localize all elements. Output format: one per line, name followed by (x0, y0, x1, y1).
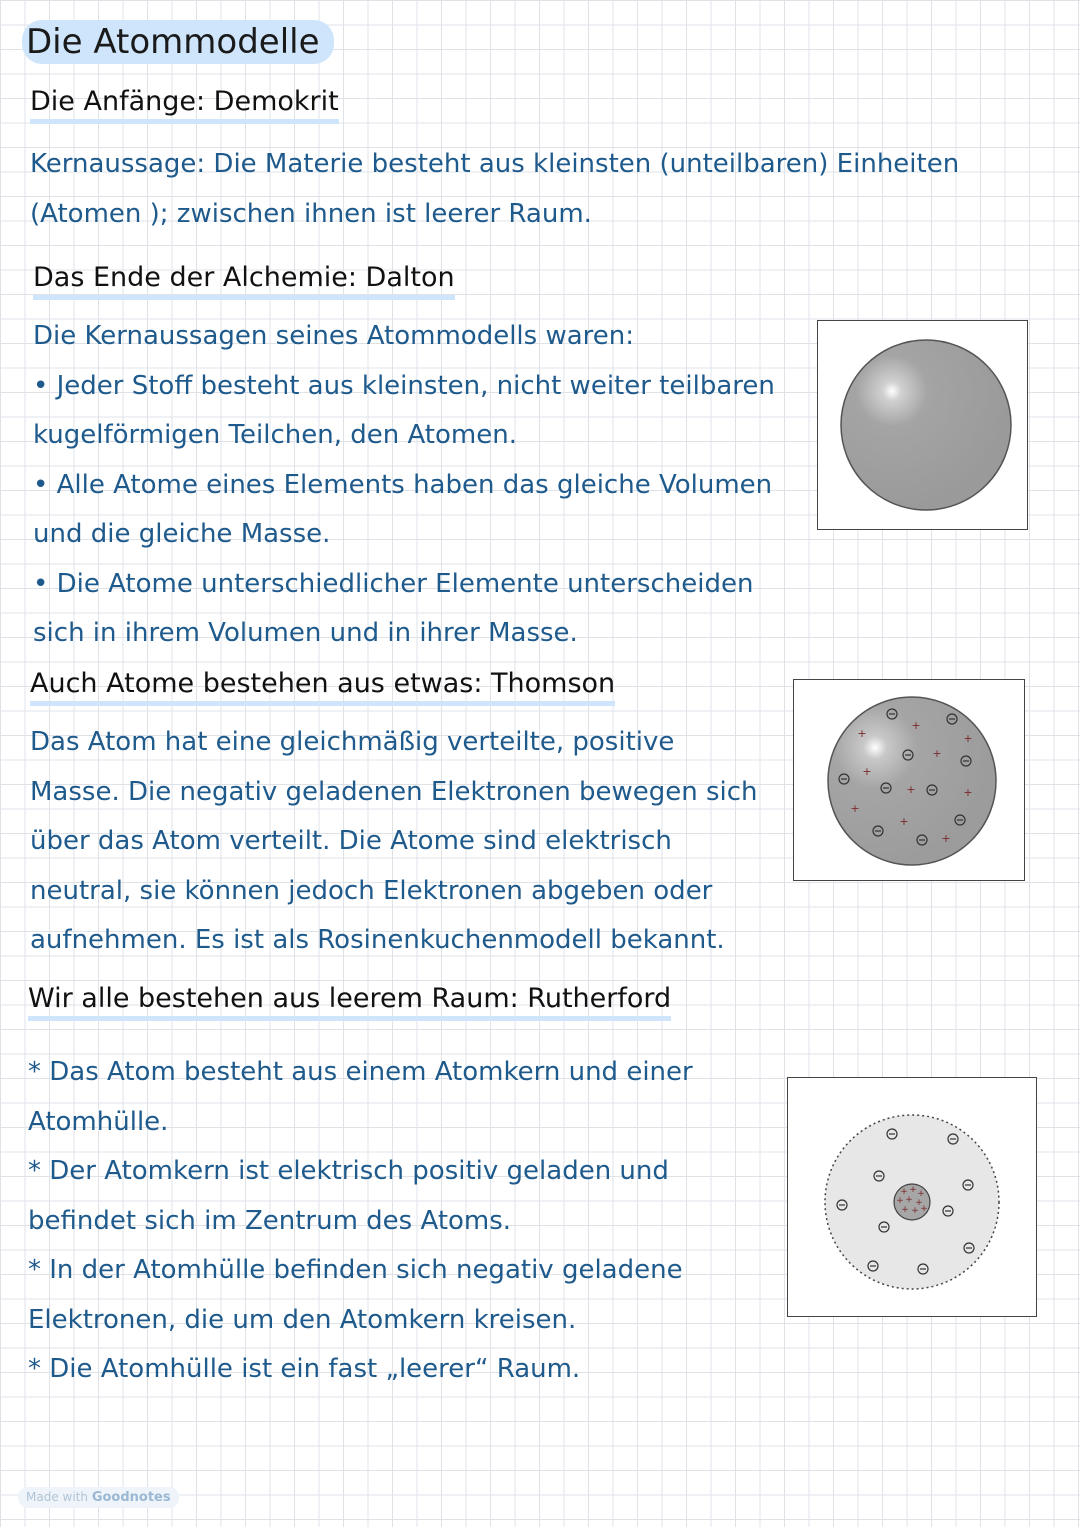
svg-text:+: + (911, 1206, 919, 1216)
svg-text:+: + (909, 1185, 917, 1195)
dalton-model-image (817, 320, 1028, 530)
heading-demokrit: Die Anfänge: Demokrit (30, 86, 339, 124)
text-line: kugelförmigen Teilchen, den Atomen. (33, 420, 517, 450)
text-line: sich in ihrem Volumen und in ihrer Masse. (33, 618, 578, 648)
svg-text:+: + (905, 1195, 913, 1205)
text-line: Masse. Die negativ geladenen Elektronen bewegen sich (30, 776, 758, 807)
text-line: * Das Atom besteht aus einem Atomkern und einer (28, 1057, 693, 1087)
svg-text:+: + (941, 832, 951, 845)
goodnotes-badge (18, 1487, 179, 1508)
thomson-atom-illustration (794, 680, 1024, 880)
text-line: * Der Atomkern ist elektrisch positiv geladen und (28, 1156, 669, 1186)
brand-name: Goodnotes (91, 1490, 171, 1505)
text-line: * In der Atomhülle befinden sich negativ geladene (28, 1255, 683, 1285)
svg-text:+: + (900, 1187, 908, 1197)
text-demokrit (30, 140, 959, 239)
rutherford-model-image (787, 1077, 1037, 1317)
text-line: Elektronen, die um den Atomkern kreisen. (28, 1304, 577, 1335)
svg-text:+: + (917, 1189, 925, 1199)
heading-thomson: Auch Atome bestehen aus etwas: Thomson (30, 668, 615, 706)
svg-text:+: + (920, 1204, 928, 1214)
heading-dalton: Das Ende der Alchemie: Dalton (33, 262, 455, 300)
svg-text:+: + (932, 747, 942, 760)
text-line: über das Atom verteilt. Die Atome sind elektrisch (30, 826, 672, 856)
text-thomson (30, 718, 758, 966)
svg-text:+: + (963, 732, 973, 745)
svg-text:+: + (850, 802, 860, 815)
text-line: befindet sich im Zentrum des Atoms. (28, 1205, 512, 1236)
text-line: Kernaussage: Die Materie besteht aus kleinsten (unteilbaren) Einheiten (30, 149, 960, 179)
svg-text:+: + (857, 727, 867, 740)
text-line: Das Atom hat eine gleichmäßig verteilte, positive (30, 727, 675, 757)
svg-text:+: + (911, 719, 921, 732)
thomson-model-image (793, 679, 1025, 881)
text-line: (Atomen ); zwischen ihnen ist leerer Raum. (30, 198, 592, 229)
page-title: Die Atommodelle (22, 20, 334, 64)
svg-text:+: + (963, 786, 973, 799)
text-line: Die Kernaussagen seines Atommodells waren: (33, 321, 634, 351)
svg-text:+: + (901, 1205, 909, 1215)
text-line: * Die Atomhülle ist ein fast „leerer“ Raum. (28, 1354, 581, 1384)
text-line: • Die Atome unterschiedlicher Elemente unterscheiden (33, 568, 754, 599)
svg-text:+: + (915, 1198, 923, 1208)
atom-sphere (841, 340, 1011, 510)
svg-text:+: + (862, 765, 872, 778)
svg-text:+: + (906, 783, 916, 796)
text-line: Atomhülle. (28, 1106, 169, 1137)
dalton-atom-illustration (818, 321, 1027, 529)
brand-prefix: Made with (26, 1490, 88, 1504)
text-line: und die gleiche Masse. (33, 519, 331, 549)
text-line: neutral, sie können jedoch Elektronen abgeben oder (30, 875, 713, 906)
text-line: • Alle Atome eines Elements haben das gleiche Volumen (33, 469, 773, 500)
text-rutherford (28, 1048, 693, 1395)
rutherford-atom-illustration (788, 1078, 1036, 1316)
text-line: • Jeder Stoff besteht aus kleinsten, nicht weiter teilbaren (33, 370, 775, 401)
svg-text:+: + (899, 815, 909, 828)
svg-text:+: + (896, 1196, 904, 1206)
text-dalton (33, 312, 775, 659)
heading-rutherford: Wir alle bestehen aus leerem Raum: Rutherford (28, 983, 671, 1021)
text-line: aufnehmen. Es ist als Rosinenkuchenmodell bekannt. (30, 925, 725, 955)
